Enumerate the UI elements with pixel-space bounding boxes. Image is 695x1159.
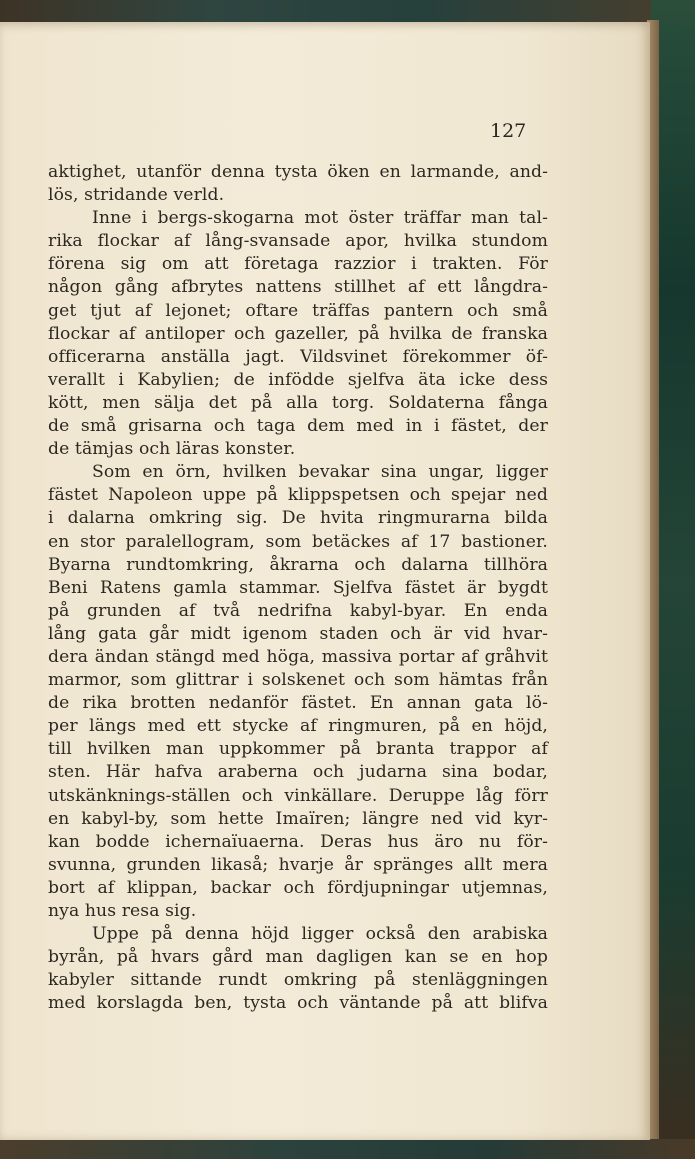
text-line: kabyler sittande rundt omkring på stenläggningen xyxy=(48,970,548,991)
book-page xyxy=(0,22,650,1140)
text-line: en kabyl-by, som hette Imaïren; längre ned vid kyr- xyxy=(48,808,548,829)
text-line: dera ändan stängd med höga, massiva portar af gråhvit xyxy=(48,646,548,667)
text-line: Inne i bergs-skogarna mot öster träffar man tal- xyxy=(92,208,548,229)
text-line: svunna, grunden likaså; hvarje år spränges allt mera xyxy=(48,854,548,875)
text-line: marmor, som glittrar i solskenet och som hämtas från xyxy=(48,670,548,691)
text-line: kan bodde ichernaïuaerna. Deras hus äro nu för- xyxy=(48,831,548,852)
text-line: de tämjas och läras konster. xyxy=(48,439,296,460)
text-line: förena sig om att företaga razzior i trakten. För xyxy=(48,254,548,275)
text-line: fästet Napoleon uppe på klippspetsen och spejar ned xyxy=(48,485,548,506)
page-number: 127 xyxy=(490,120,527,142)
text-line: på grunden af två nedrifna kabyl-byar. En enda xyxy=(48,600,548,621)
text-line: Uppe på denna höjd ligger också den arabiska xyxy=(92,924,548,945)
text-line: till hvilken man uppkommer på branta trappor af xyxy=(48,739,548,760)
text-line: per längs med ett stycke af ringmuren, på en höjd, xyxy=(48,716,548,737)
text-line: lång gata går midt igenom staden och är vid hvar- xyxy=(48,623,548,644)
text-line: med korslagda ben, tysta och väntande på att blifva xyxy=(48,993,548,1014)
text-line: i dalarna omkring sig. De hvita ringmurarna bilda xyxy=(48,508,548,529)
text-line: de små grisarna och taga dem med in i fästet, der xyxy=(48,416,548,437)
text-line: officerarna anställa jagt. Vildsvinet förekommer öf- xyxy=(48,346,548,367)
text-line: Som en örn, hvilken bevakar sina ungar, ligger xyxy=(92,462,548,483)
text-line: nya hus resa sig. xyxy=(48,901,197,921)
text-line: de rika brotten nedanför fästet. En annan gata lö- xyxy=(48,693,548,714)
bottom-binding-edge xyxy=(0,1139,695,1159)
text-line: utskänknings-ställen och vinkällare. Deruppe låg förr xyxy=(48,785,548,806)
text-line: get tjut af lejonet; oftare träffas pantern och små xyxy=(48,300,548,321)
text-line: en stor paralellogram, som betäckes af 17 bastioner. xyxy=(48,531,548,552)
text-line: någon gång afbrytes nattens stillhet af ett långdra- xyxy=(48,277,548,298)
text-line: aktighet, utanför denna tysta öken en larmande, and- xyxy=(48,162,548,182)
text-line: bort af klippan, backar och fördjupningar utjemnas, xyxy=(48,877,548,898)
body-text xyxy=(48,161,548,1015)
text-line: Beni Ratens gamla stammar. Sjelfva fästet är bygdt xyxy=(48,577,548,598)
text-line: verallt i Kabylien; de infödde sjelfva äta icke dess xyxy=(48,369,548,390)
text-line: sten. Här hafva araberna och judarna sina bodar, xyxy=(48,762,548,783)
text-line: rika flockar af lång-svansade apor, hvilka stundom xyxy=(48,231,548,252)
text-line: lös, stridande verld. xyxy=(48,185,225,206)
text-line: kött, men sälja det på alla torg. Soldaterna fånga xyxy=(48,392,548,413)
text-line: flockar af antiloper och gazeller, på hvilka de franska xyxy=(48,323,548,344)
text-line: Byarna rundtomkring, åkrarna och dalarna tillhöra xyxy=(48,554,548,575)
text-line: byrån, på hvars gård man dagligen kan se en hop xyxy=(48,947,548,968)
